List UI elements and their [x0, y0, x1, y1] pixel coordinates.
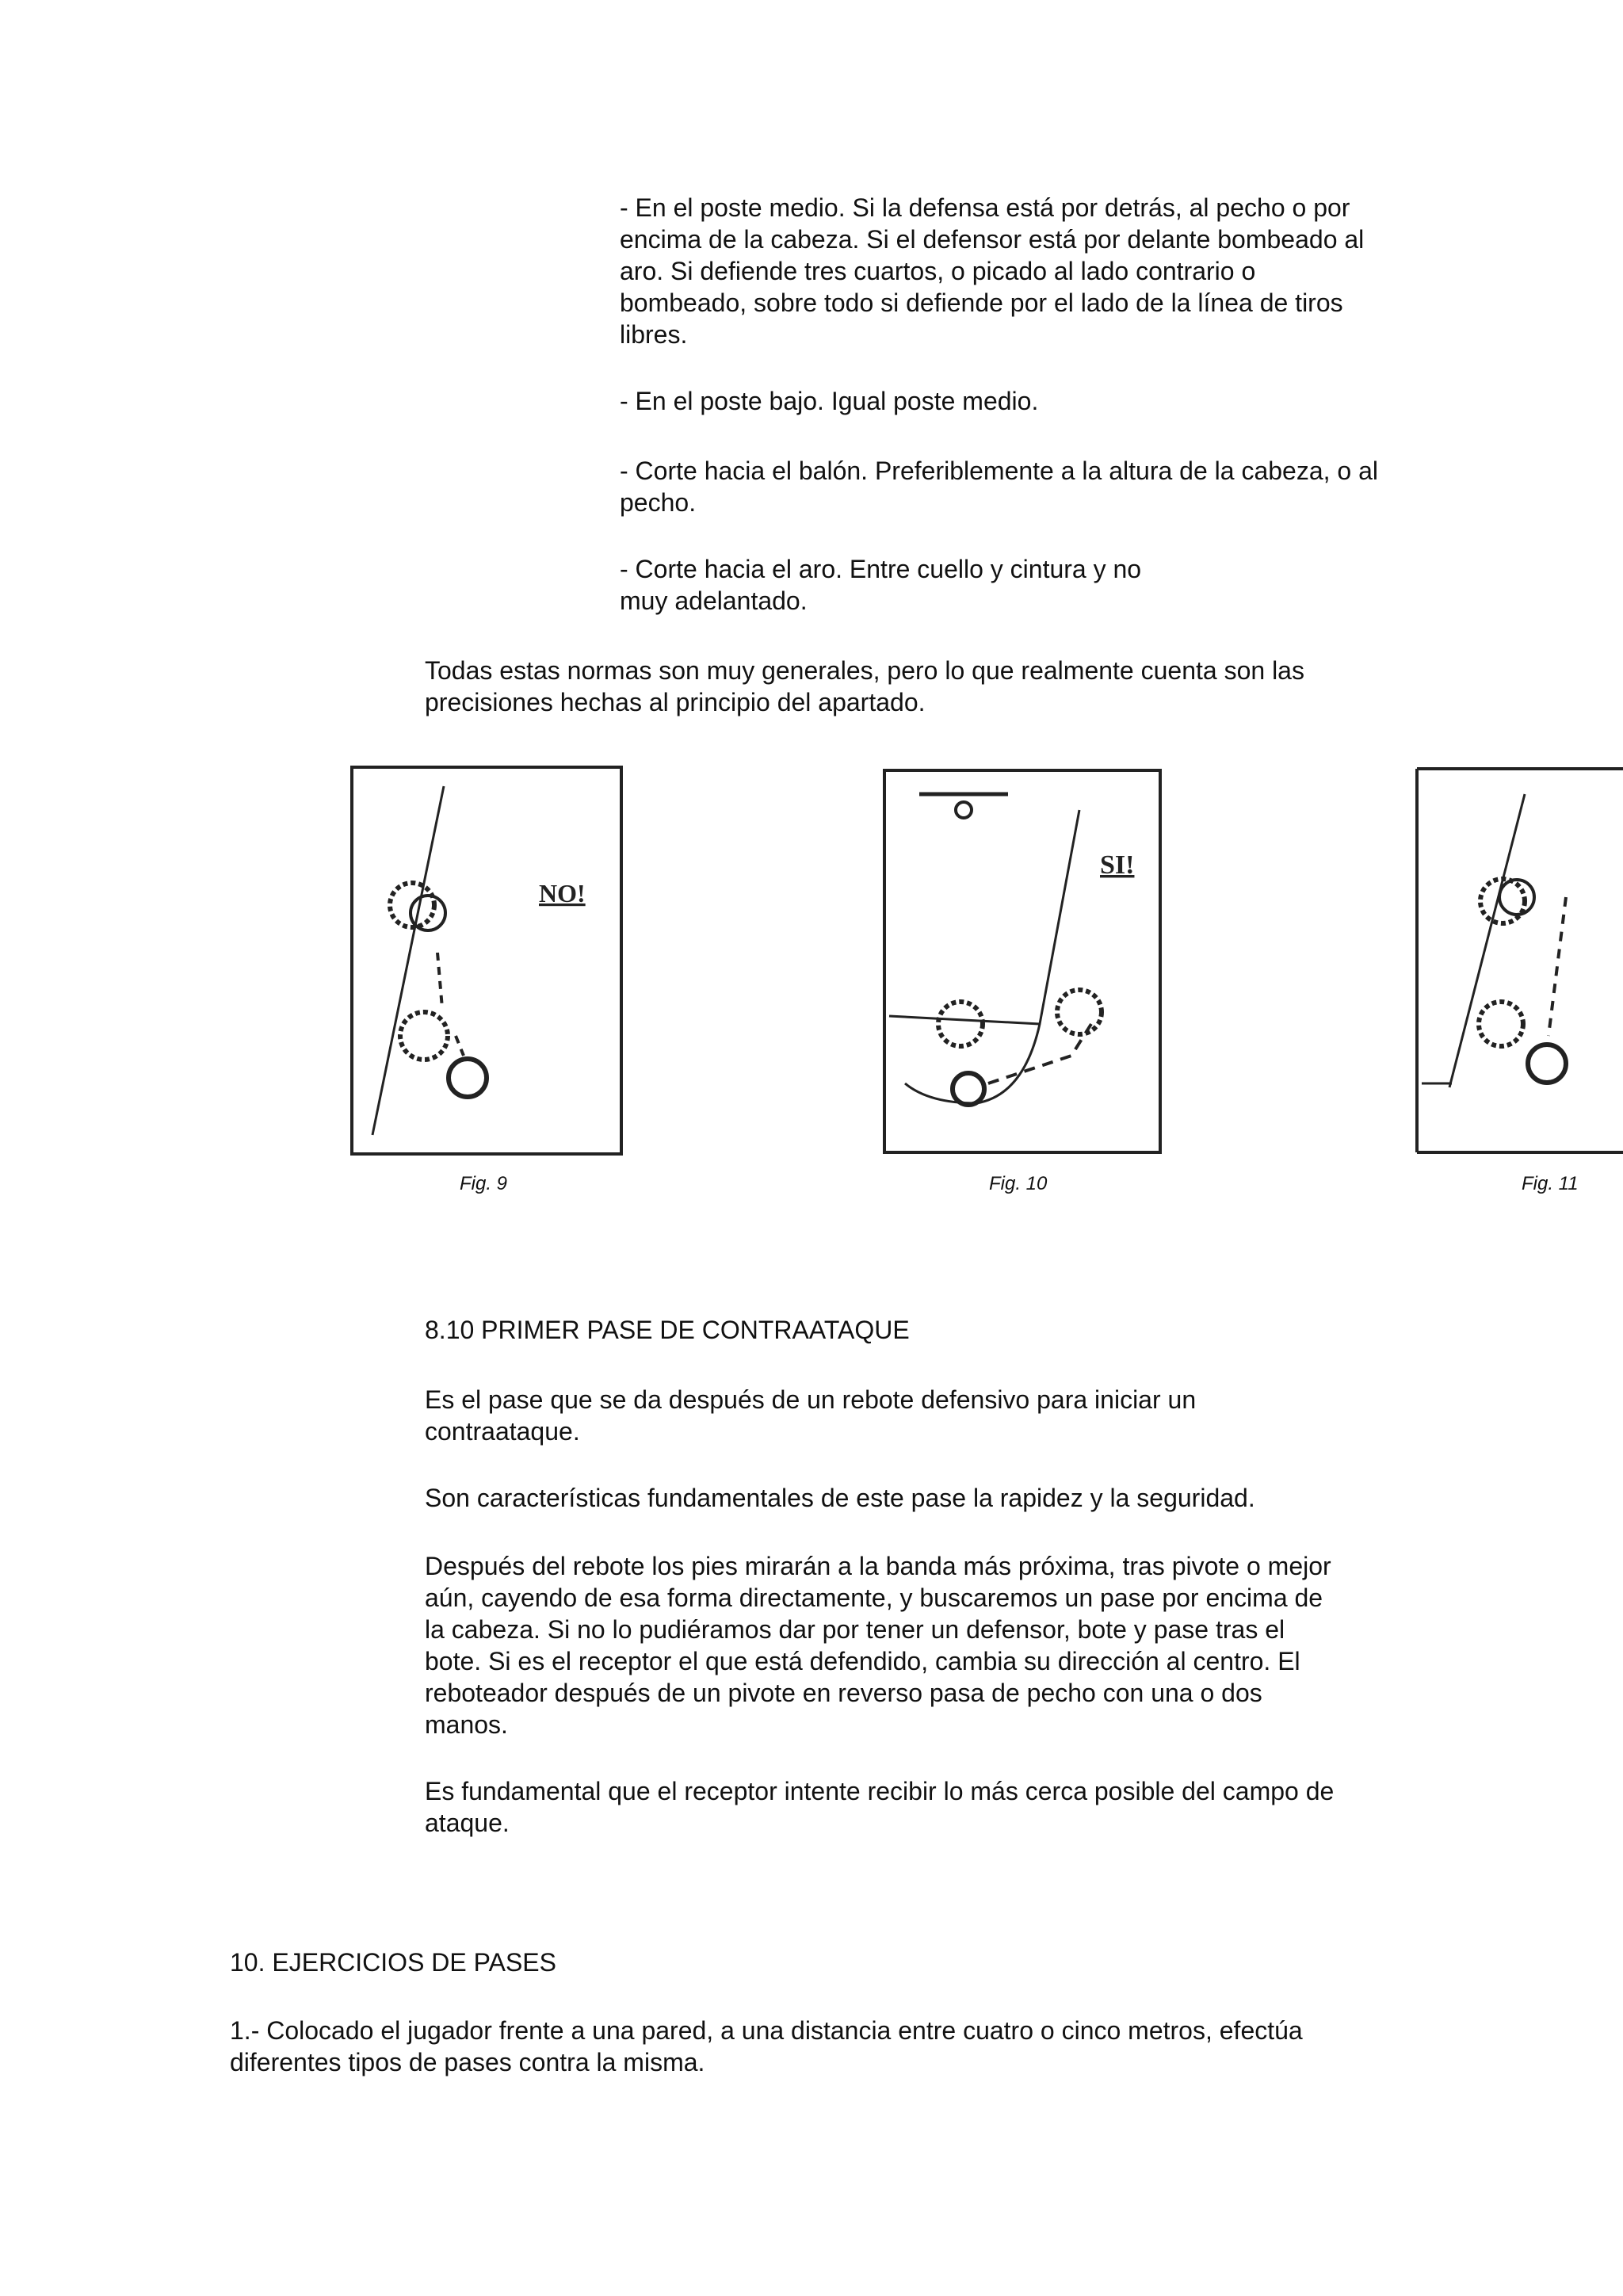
ball-player-icon [449, 1059, 487, 1097]
paragraph-poste-medio: - En el poste medio. Si la defensa está por detrás, al pecho o por encima de la cabeza. Si el defensor está por delante bombeado al aro. Si defiende tres cuartos, o picado al lado contrario o bombeado, sobre todo si defiende por el lado de la línea de tiros libres. [620, 193, 1365, 349]
ball-player-icon [953, 1073, 984, 1105]
section-8-10-paragraph-4: Es fundamental que el receptor intente recibir lo más cerca posible del campo de ataque. [425, 1777, 1335, 1837]
paragraph-corte-aro: - Corte hacia el aro. Entre cuello y cintura y no muy adelantado. [620, 555, 1142, 615]
section-10-heading: 10. EJERCICIOS DE PASES [230, 1948, 556, 1977]
figure-10-caption: Fig. 10 [989, 1173, 1048, 1194]
defender-icon [400, 1012, 448, 1060]
section-10-paragraph-1: 1.- Colocado el jugador frente a una pared, a una distancia entre cuatro o cinco metros, efectúa diferentes tipos de pases contra la misma. [230, 2016, 1303, 2076]
defender-icon [938, 1002, 983, 1046]
figure-9-diagram [349, 762, 626, 1159]
defender-icon [1479, 1002, 1523, 1046]
figure-10-diagram [881, 762, 1167, 1159]
section-8-10-heading: 8.10 PRIMER PASE DE CONTRAATAQUE [425, 1316, 910, 1344]
figure-9-label: NO! [539, 879, 586, 907]
section-8-10-paragraph-2: Son características fundamentales de este pase la rapidez y la seguridad. [425, 1484, 1255, 1512]
figure-9-caption: Fig. 9 [460, 1173, 508, 1194]
section-8-10-paragraph-3: Después del rebote los pies mirarán a la banda más próxima, tras pivote o mejor aún, cayendo de esa forma directamente, y buscaremos un pase por encima de la cabeza. Si no lo pudiéramos dar por tener un defensor, bote y pase tras el bote. Si es el receptor el que está defendido, cambia su dirección al centro. El reboteador después de un pivote en reverso pasa de pecho con una o dos manos. [425, 1552, 1331, 1739]
figure-11-diagram [1414, 762, 1623, 1159]
paragraph-poste-bajo: - En el poste bajo. Igual poste medio. [620, 387, 1039, 415]
paragraph-corte-balon: - Corte hacia el balón. Preferiblemente a la altura de la cabeza, o al pecho. [620, 457, 1378, 517]
summary-paragraph: Todas estas normas son muy generales, pero lo que realmente cuenta son las precisiones hechas al principio del apartado. [425, 656, 1304, 716]
section-8-10-paragraph-1: Es el pase que se da después de un rebote defensivo para iniciar un contraataque. [425, 1385, 1197, 1446]
defender-icon [1057, 990, 1102, 1034]
ball-player-icon [1528, 1045, 1566, 1083]
figure-11-caption: Fig. 11 [1522, 1173, 1579, 1194]
figure-10-label: SI! [1100, 850, 1135, 880]
